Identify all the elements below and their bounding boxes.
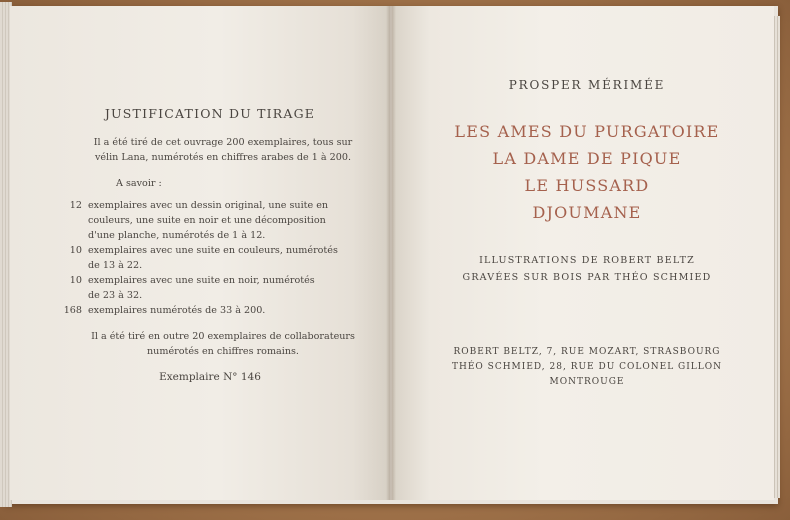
edition-item — [62, 303, 362, 318]
illustrations-credit — [400, 252, 774, 286]
item-description — [88, 303, 358, 318]
credit-line: ILLUSTRATIONS DE ROBERT BELTZ — [479, 255, 695, 266]
edition-item — [62, 273, 362, 303]
item-description — [88, 243, 358, 273]
item-line: exemplaires avec une suite en noir, numérotés — [88, 275, 315, 286]
exemplaire-number: Exemplaire N° 146 — [159, 371, 261, 383]
edition-item — [62, 243, 362, 273]
address-line: MONTROUGE — [549, 377, 625, 387]
item-line: exemplaires avec un dessin original, une suite en — [88, 200, 329, 211]
address-line: ROBERT BELTZ, 7, RUE MOZART, STRASBOURG — [453, 347, 721, 357]
item-count: 10 — [69, 275, 82, 286]
intro-paragraph — [78, 135, 368, 165]
outro-line: numérotés en chiffres romains. — [147, 346, 299, 357]
item-line: couleurs, une suite en noir et une décomposition — [88, 215, 326, 226]
book-gutter — [386, 6, 396, 500]
item-line: d'une planche, numérotés de 1 à 12. — [88, 230, 266, 241]
credit-line: GRAVÉES SUR BOIS PAR THÉO SCHMIED — [462, 272, 712, 283]
item-count: 12 — [69, 200, 82, 211]
item-count: 10 — [69, 245, 82, 256]
author-name: PROSPER MÉRIMÉE — [508, 78, 666, 92]
item-line: exemplaires avec une suite en couleurs, numérotés — [88, 245, 338, 256]
works-list — [400, 118, 774, 226]
item-description — [88, 198, 358, 243]
item-description — [88, 273, 358, 303]
work-title: DJOUMANE — [532, 203, 642, 222]
work-title: LE HUSSARD — [524, 176, 650, 195]
publisher-address — [400, 345, 774, 390]
intro-line: vélin Lana, numérotés en chiffres arabes de 1 à 200. — [94, 152, 352, 163]
item-count: 168 — [63, 305, 82, 316]
work-title: LA DAME DE PIQUE — [492, 149, 682, 168]
intro-line: Il a été tiré de cet ouvrage 200 exemplaires, tous sur — [93, 137, 353, 148]
justification-heading: JUSTIFICATION DU TIRAGE — [104, 106, 316, 121]
item-line: exemplaires numérotés de 33 à 200. — [88, 305, 266, 316]
work-title: LES AMES DU PURGATOIRE — [454, 122, 720, 141]
a-savoir-label: A savoir : — [116, 178, 162, 189]
item-line: de 13 à 22. — [88, 260, 143, 271]
address-line: THÉO SCHMIED, 28, RUE DU COLONEL GILLON — [452, 362, 722, 372]
item-line: de 23 à 32. — [88, 290, 143, 301]
edition-item — [62, 198, 362, 243]
outro-line: Il a été tiré en outre 20 exemplaires de collaborateurs — [91, 331, 355, 342]
outro-paragraph — [78, 329, 368, 359]
